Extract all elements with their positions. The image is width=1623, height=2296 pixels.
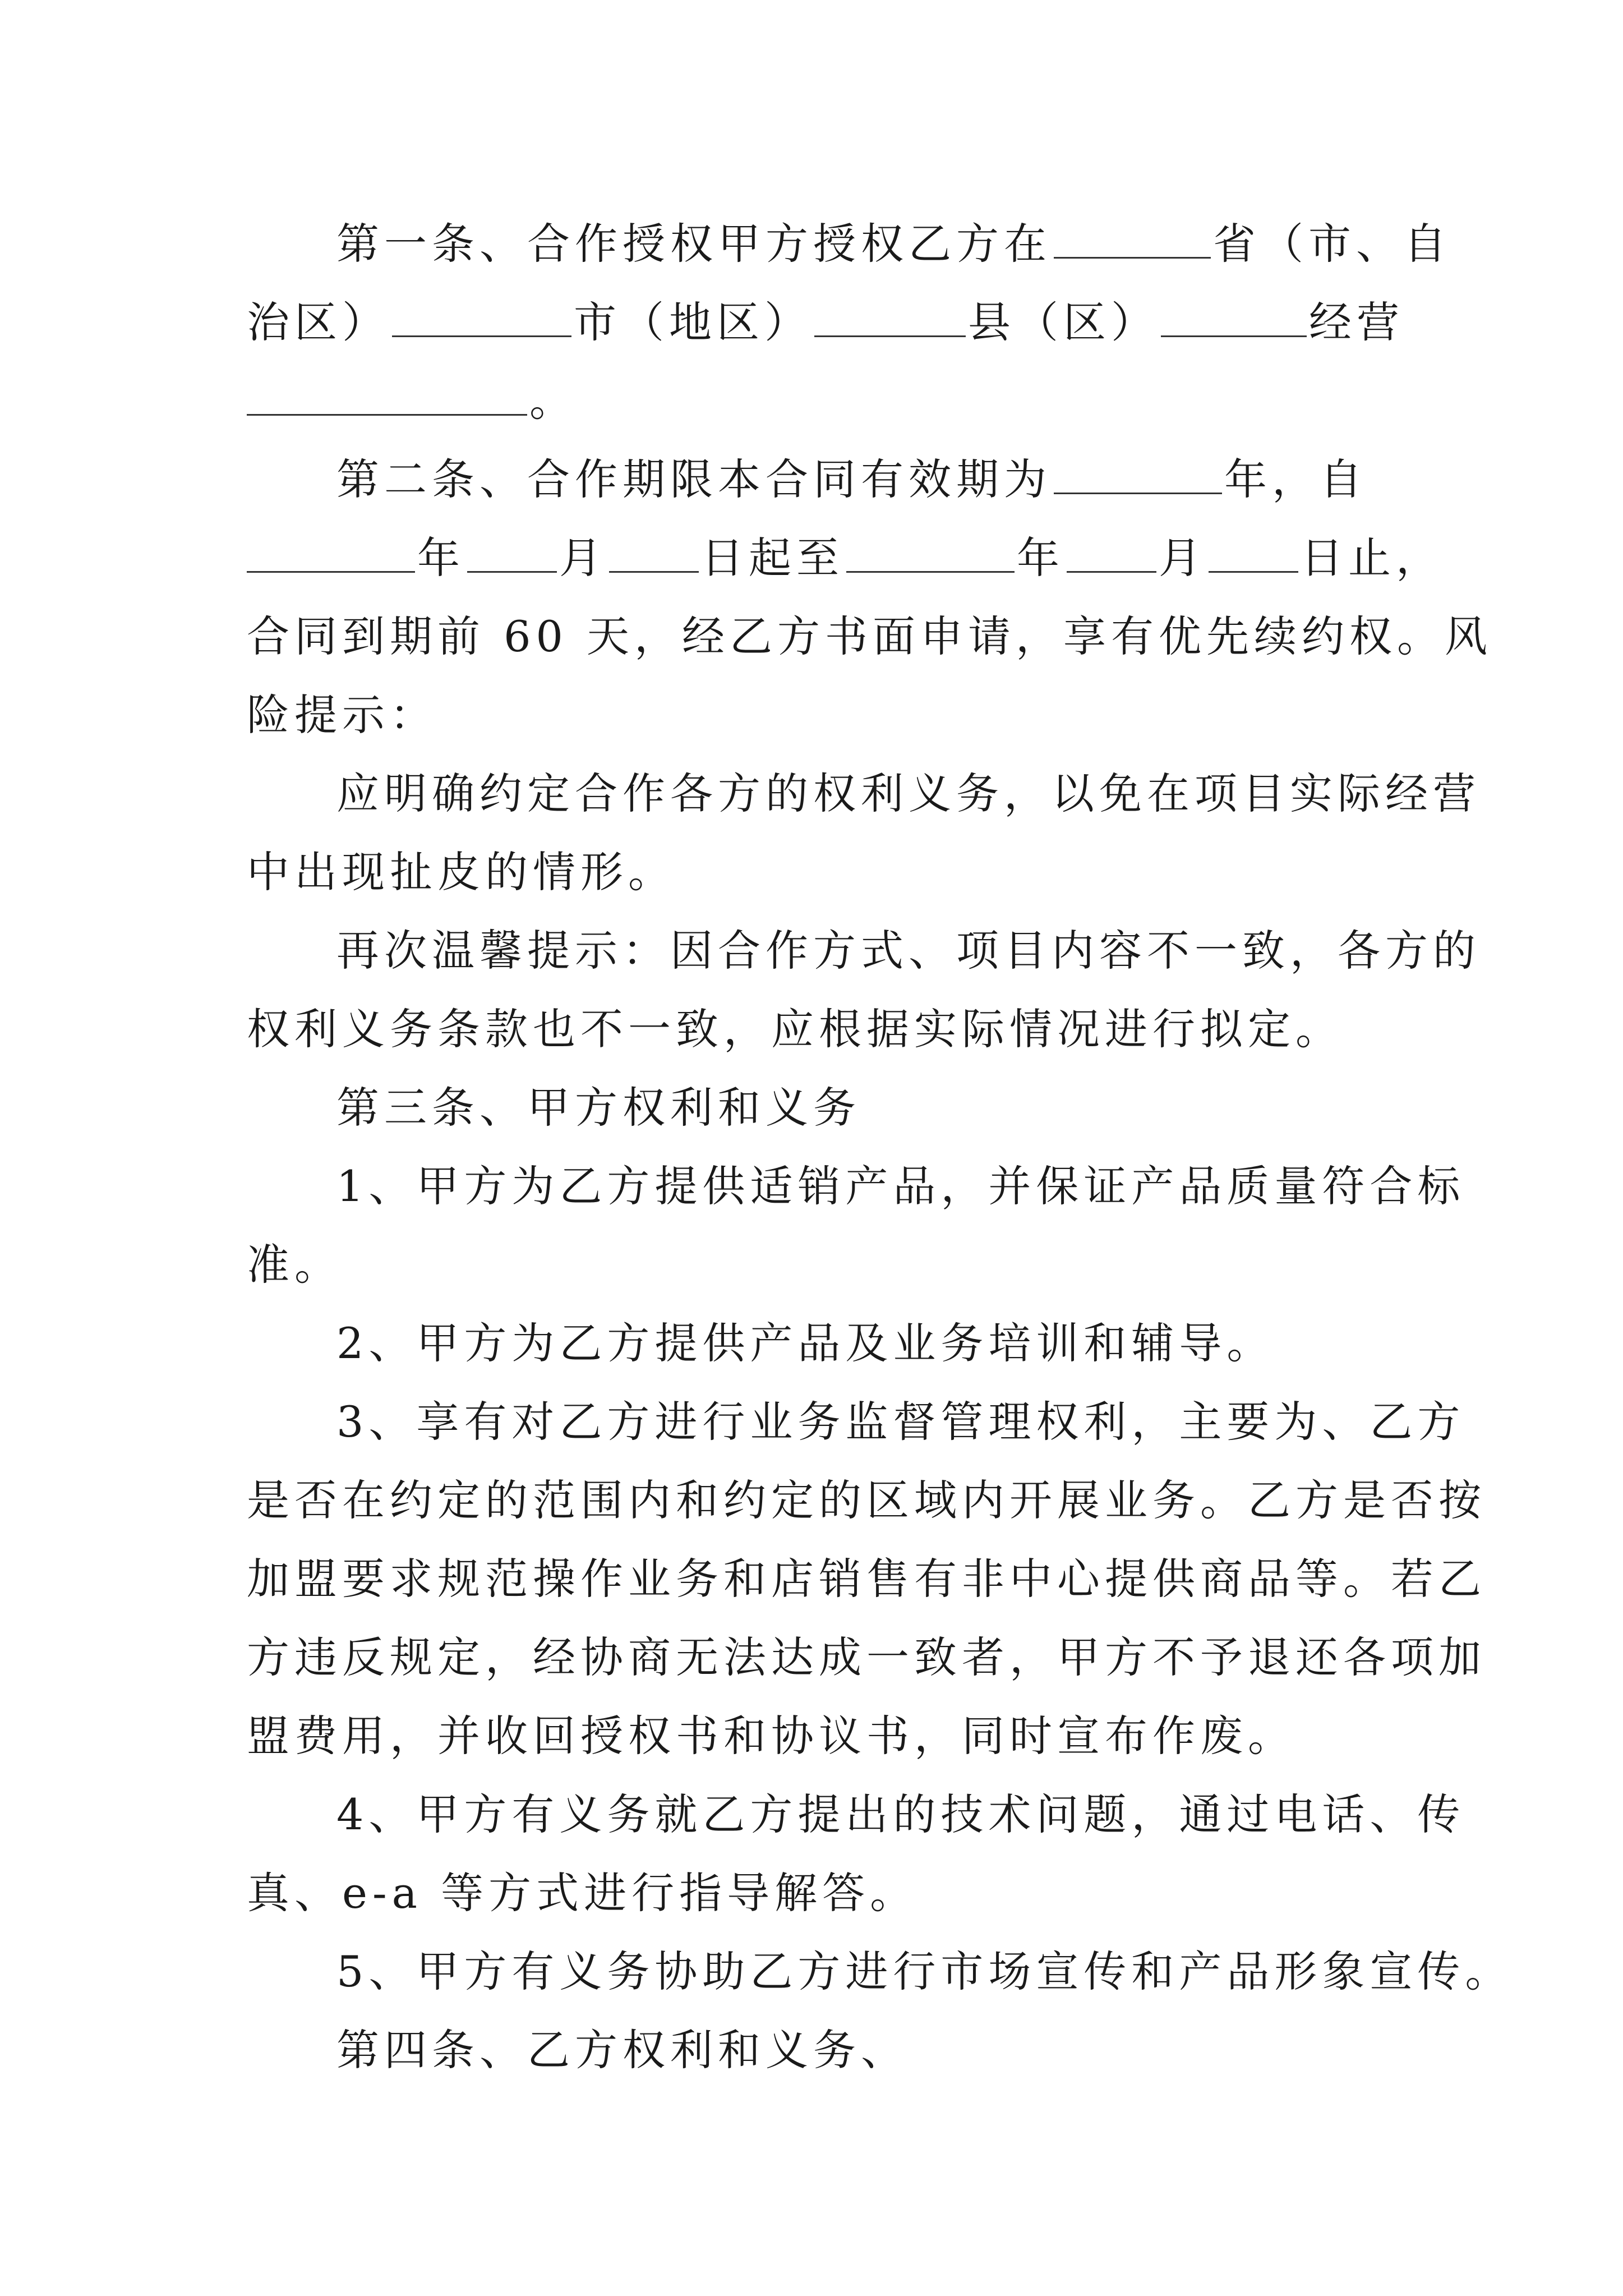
article3-item1-line1: 1、甲方为乙方提供适销产品，并保证产品质量符合标 xyxy=(336,1161,1465,1211)
reminder-line2: 权利义务条款也不一致，应根据实际情况进行拟定。 xyxy=(247,1004,1343,1054)
business-scope-blank xyxy=(247,375,527,416)
article1-text: 县（区） xyxy=(968,297,1159,347)
article1-text: 。 xyxy=(529,376,577,426)
article3-item5: 5、甲方有义务协助乙方进行市场宣传和产品形象宣传。 xyxy=(336,1947,1513,1996)
risk-notice-line1: 应明确约定合作各方的权利义务，以免在项目实际经营 xyxy=(336,769,1481,818)
article1-text: 省（市、自 xyxy=(1213,219,1451,269)
article2-line1 xyxy=(336,440,1391,519)
province-blank xyxy=(1054,218,1211,259)
article1-text: 市（地区） xyxy=(574,297,812,347)
year-label: 年 xyxy=(417,533,465,583)
month-label: 月 xyxy=(1159,533,1206,583)
year-label: 年 xyxy=(1017,533,1064,583)
article4-heading: 第四条、乙方权利和义务、 xyxy=(336,2025,909,2075)
end-year-blank xyxy=(846,532,1015,573)
article2-text: 第二条、合作期限本合同有效期为 xyxy=(336,454,1052,504)
article2-line4: 险提示： xyxy=(247,690,437,740)
article2-line3: 合同到期前 60 天，经乙方书面申请，享有优先续约权。风 xyxy=(247,611,1493,661)
reminder-line1: 再次温馨提示：因合作方式、项目内容不一致，各方的 xyxy=(336,926,1481,976)
article3-item4-line1: 4、甲方有义务就乙方提出的技术问题，通过电话、传 xyxy=(336,1789,1465,1839)
term-years-blank xyxy=(1054,453,1222,494)
article3-item3-line4: 方违反规定，经协商无法达成一致者，甲方不予退还各项加 xyxy=(247,1632,1486,1682)
article3-item2: 2、甲方为乙方提供产品及业务培训和辅导。 xyxy=(336,1318,1275,1368)
start-year-blank xyxy=(247,532,415,573)
risk-notice-line2: 中出现扯皮的情形。 xyxy=(247,847,676,897)
county-blank xyxy=(814,296,966,337)
business-location-blank xyxy=(1161,296,1307,337)
article1-line3 xyxy=(247,362,1391,440)
article3-item3-line5: 盟费用，并收回授权书和协议书，同时宣布作废。 xyxy=(247,1711,1295,1761)
article3-item3-line3: 加盟要求规范操作业务和店销售有非中心提供商品等。若乙 xyxy=(247,1554,1486,1604)
article1-text: 治区） xyxy=(247,297,390,347)
day-label: 日起至 xyxy=(701,533,844,583)
article3-item3-line2: 是否在约定的范围内和约定的区域内开展业务。乙方是否按 xyxy=(247,1475,1486,1525)
end-month-blank xyxy=(1067,532,1156,573)
start-month-blank xyxy=(467,532,557,573)
article2-line2 xyxy=(247,519,1444,597)
start-day-blank xyxy=(609,532,699,573)
city-blank xyxy=(392,296,571,337)
article3-heading: 第三条、甲方权利和义务 xyxy=(336,1083,861,1133)
end-day-blank xyxy=(1209,532,1298,573)
article1-text: 第一条、合作授权甲方授权乙方在 xyxy=(336,219,1052,269)
article3-item1-line2: 准。 xyxy=(247,1240,342,1290)
article1-line2 xyxy=(247,283,1404,362)
month-label: 月 xyxy=(559,533,607,583)
day-label: 日止， xyxy=(1301,533,1444,583)
article1-line1 xyxy=(336,205,1451,283)
article3-item4-line2: 真、e-a 等方式进行指导解答。 xyxy=(247,1868,918,1918)
article3-item3-line1: 3、享有对乙方进行业务监督管理权利，主要为、乙方 xyxy=(336,1397,1465,1447)
article2-text: 年，自 xyxy=(1224,454,1367,504)
article1-text: 经营 xyxy=(1309,297,1404,347)
